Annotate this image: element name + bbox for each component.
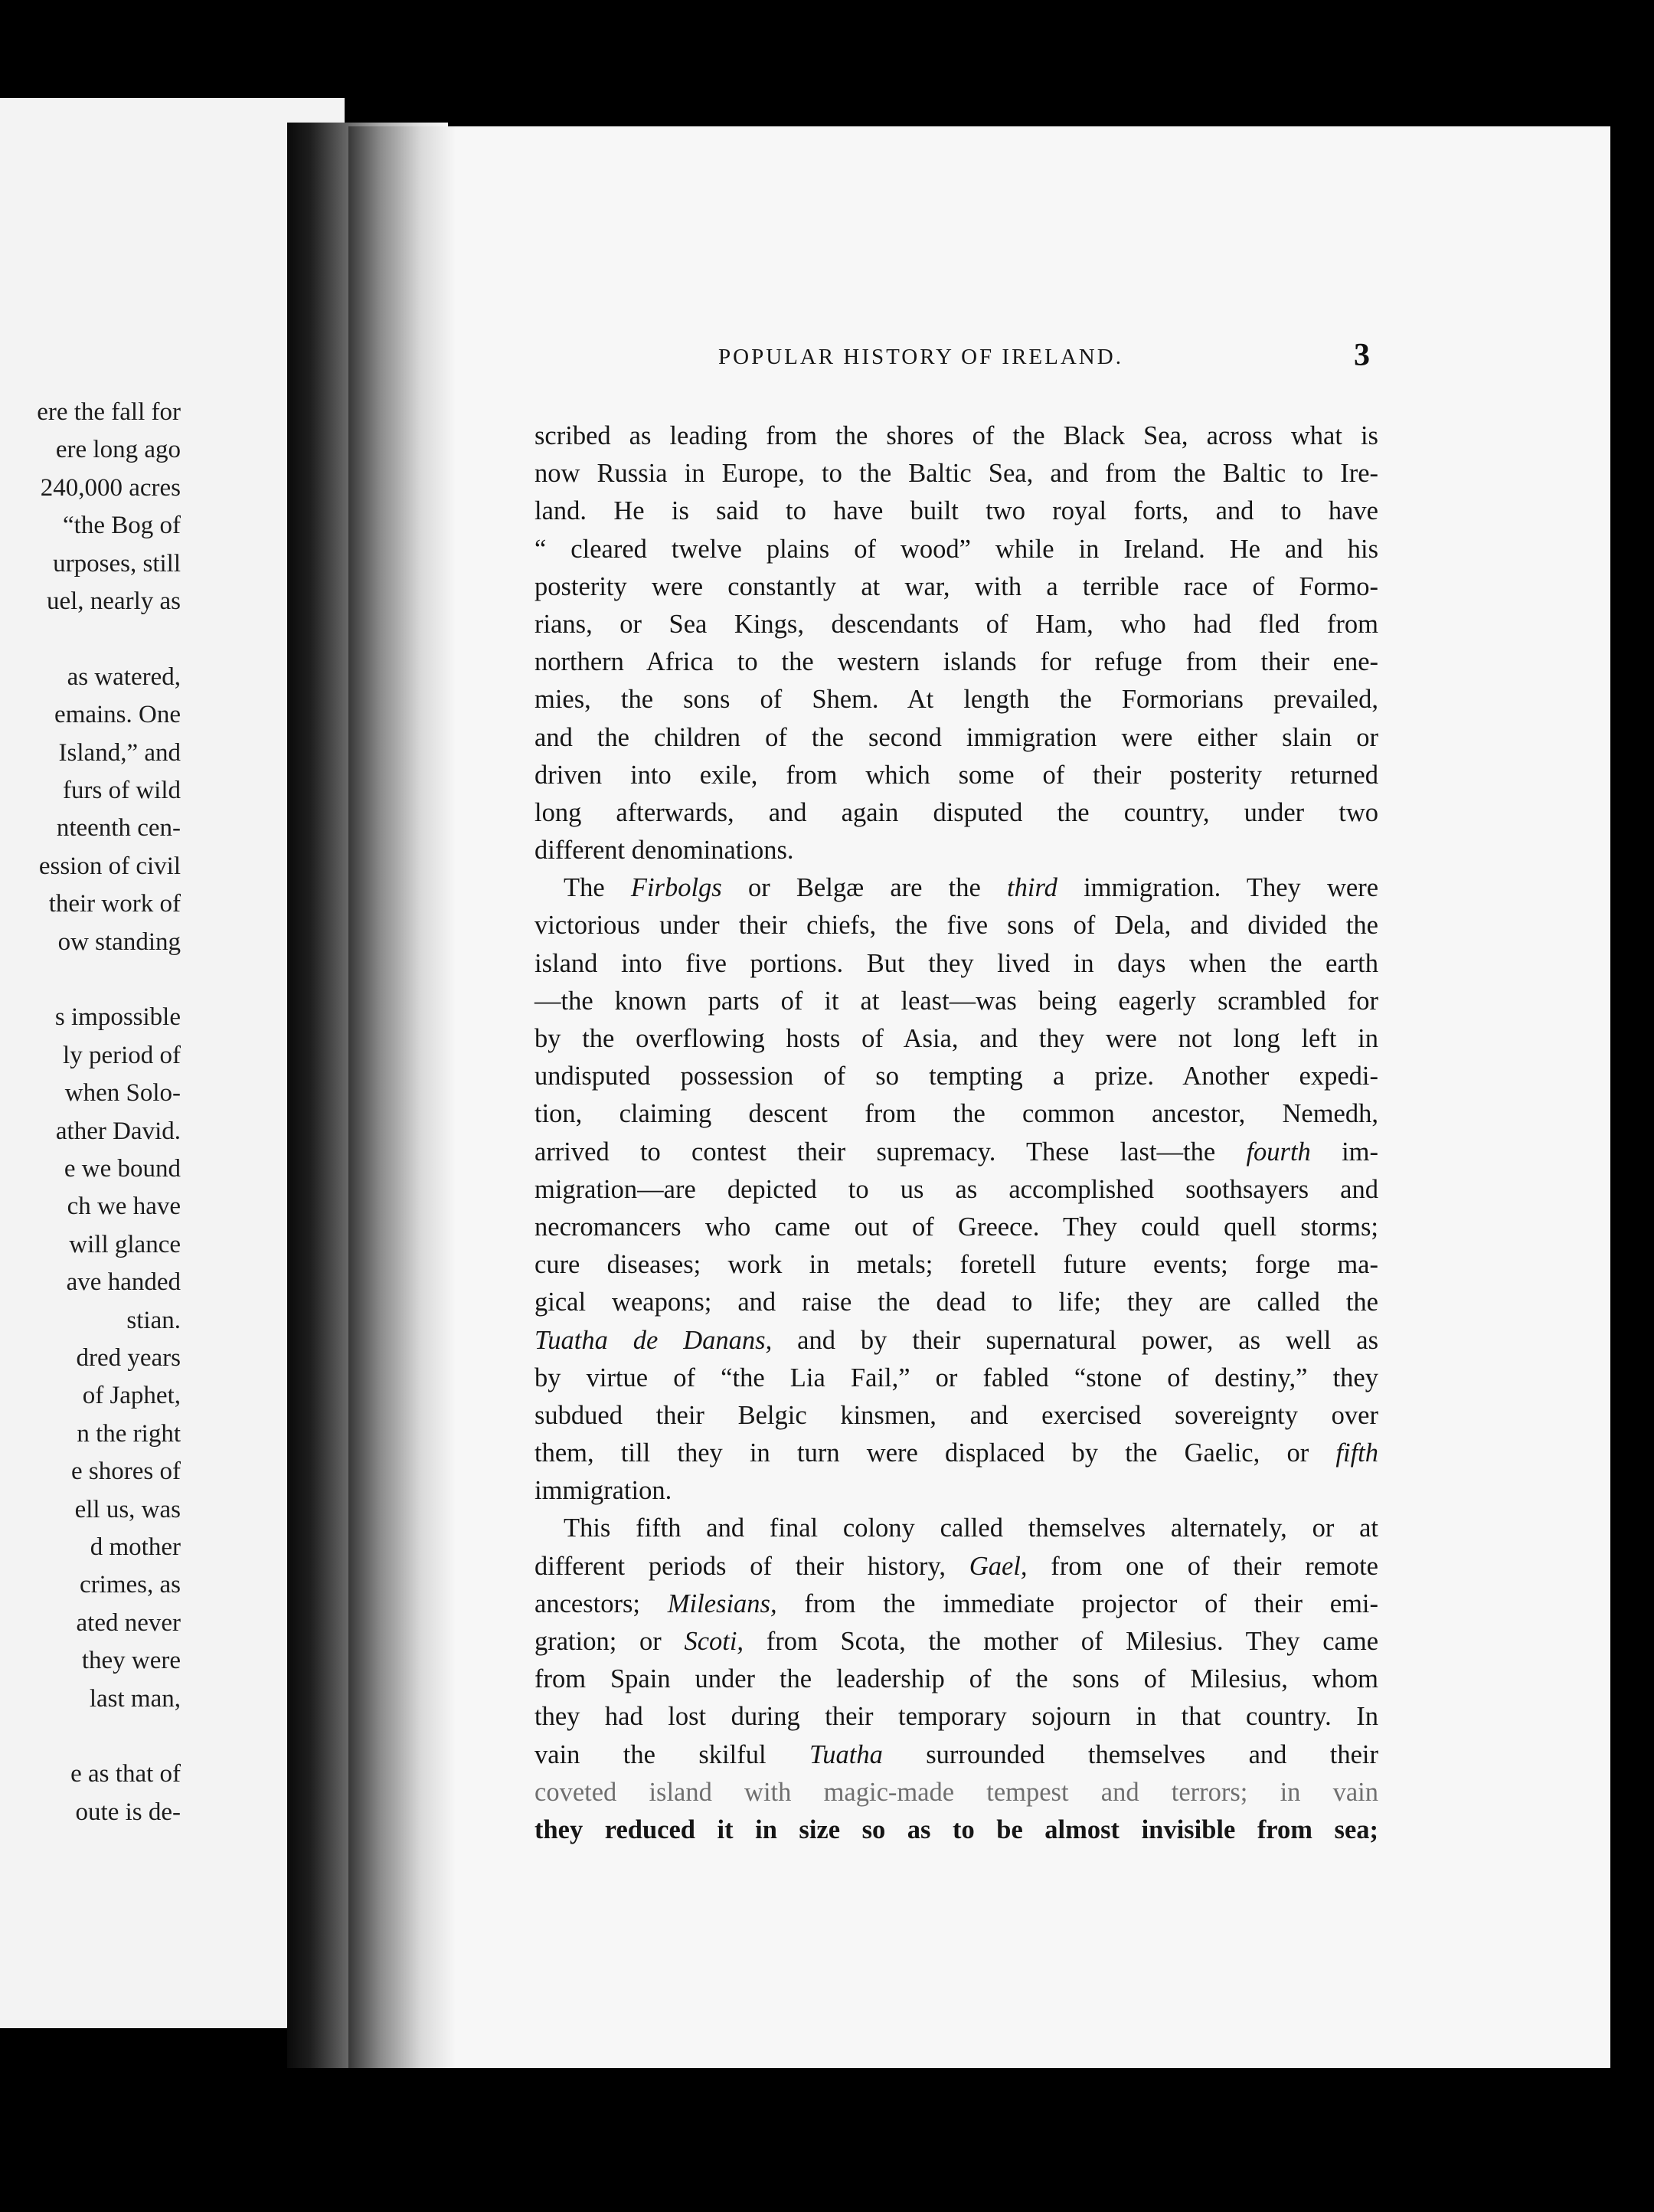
- facing-page-line: nteenth cen-: [56, 814, 181, 843]
- facing-page-line: furs of wild: [63, 777, 181, 804]
- text-run: gical weapons; and raise the dead to life; they are called the: [534, 1288, 1378, 1317]
- text-line: [534, 983, 1378, 1020]
- italic-text: Firbolgs: [630, 873, 722, 903]
- text-line: [534, 455, 1378, 492]
- text-run: posterity were constantly at war, with a terrible race of Formo-: [534, 571, 1378, 601]
- text-run: driven into exile, from which some of their posterity returned: [534, 760, 1378, 790]
- text-line: [534, 1510, 1378, 1547]
- facing-page-line: crimes, as: [80, 1571, 181, 1599]
- facing-page-line: urposes, still: [53, 549, 181, 578]
- text-run: subdued their Belgic kinsmen, and exercised sovereignty over: [534, 1400, 1378, 1430]
- text-line: [534, 681, 1378, 718]
- text-line: [534, 1472, 1378, 1510]
- facing-page-line: s impossible: [54, 1003, 181, 1032]
- text-run: immigration.: [534, 1476, 672, 1506]
- text-line: [534, 907, 1378, 944]
- text-run: “ cleared twelve plains of wood” while in Ireland. He and his: [534, 534, 1378, 564]
- facing-page-line: ow standing: [57, 928, 181, 956]
- text-line: [534, 1623, 1378, 1661]
- text-line: [534, 1058, 1378, 1095]
- text-line: [534, 719, 1378, 757]
- facing-page-line: d mother: [90, 1533, 181, 1561]
- text-run: im-: [1310, 1137, 1378, 1167]
- facing-page-line: e shores of: [71, 1458, 181, 1486]
- text-run: northern Africa to the western islands for refuge from their ene-: [534, 647, 1378, 677]
- text-line: [534, 1284, 1378, 1321]
- italic-text: Tuatha: [809, 1739, 883, 1769]
- text-line: [534, 757, 1378, 794]
- text-line: [534, 1811, 1378, 1849]
- italic-text: Gael,: [969, 1551, 1028, 1581]
- facing-page-line: uel, nearly as: [46, 587, 181, 615]
- text-run: island into five portions. But they lived in days when the earth: [534, 948, 1378, 978]
- text-line: [534, 1134, 1378, 1171]
- text-run: or Belgæ are the: [721, 873, 1008, 903]
- text-line: [534, 568, 1378, 606]
- facing-page-line: they were: [81, 1647, 181, 1675]
- facing-page-line: emains. One: [54, 701, 181, 729]
- text-line: [534, 1322, 1378, 1360]
- text-run: rians, or Sea Kings, descendants of Ham, who had fled from: [534, 609, 1378, 639]
- text-run: they reduced it in size so as to be almost invisible from sea;: [534, 1814, 1378, 1844]
- facing-page-line: e we bound: [64, 1155, 181, 1183]
- text-run: and by their supernatural power, as well as: [772, 1325, 1378, 1355]
- text-line: [534, 417, 1378, 455]
- text-run: by virtue of “the Lia Fail,” or fabled “stone of destiny,” they: [534, 1363, 1378, 1392]
- text-line: [534, 1246, 1378, 1284]
- text-line: [534, 492, 1378, 530]
- text-run: surrounded themselves and their: [882, 1739, 1379, 1769]
- text-run: This fifth and final colony called themselves alternately, or at: [564, 1513, 1378, 1543]
- body-text: [534, 417, 1378, 1849]
- text-run: undisputed possession of so tempting a prize. Another expedi-: [534, 1062, 1378, 1091]
- facing-page-line: 240,000 acres: [40, 473, 181, 502]
- facing-page-line: ere the fall for: [37, 398, 181, 426]
- facing-page-line: ession of civil: [38, 852, 181, 880]
- italic-text: Milesians,: [667, 1589, 777, 1618]
- text-run: migration—are depicted to us as accomplished soothsayers and: [534, 1174, 1378, 1204]
- italic-text: third: [1007, 873, 1057, 903]
- text-line: [534, 606, 1378, 643]
- italic-text: fifth: [1335, 1438, 1378, 1468]
- text-run: ancestors;: [534, 1589, 668, 1618]
- text-line: [534, 1698, 1378, 1736]
- text-line: [534, 1661, 1378, 1698]
- facing-page-line: ere long ago: [55, 436, 181, 464]
- text-run: mies, the sons of Shem. At length the Formorians prevailed,: [534, 685, 1378, 715]
- facing-page-line: oute is de-: [75, 1798, 181, 1826]
- text-line: [534, 1360, 1378, 1397]
- text-run: by the overflowing hosts of Asia, and they were not long left in: [534, 1024, 1378, 1053]
- facing-page-line: ell us, was: [74, 1495, 181, 1523]
- text-line: [534, 1548, 1378, 1585]
- text-run: vain the skilful: [534, 1739, 809, 1769]
- text-line: [534, 1209, 1378, 1246]
- text-run: coveted island with magic-made tempest and terrors; in vain: [534, 1777, 1378, 1807]
- italic-text: Tuatha de Danans,: [534, 1325, 773, 1355]
- text-run: land. He is said to have built two royal forts, and to have: [534, 496, 1378, 526]
- text-run: from one of their remote: [1027, 1551, 1378, 1581]
- text-line: [534, 1585, 1378, 1623]
- text-run: different periods of their history,: [534, 1551, 969, 1581]
- facing-page-line: of Japhet,: [82, 1382, 181, 1410]
- text-line: [534, 1397, 1378, 1435]
- italic-text: fourth: [1246, 1137, 1311, 1167]
- text-line: [534, 869, 1378, 907]
- text-run: victorious under their chiefs, the five sons of Dela, and divided the: [534, 911, 1378, 941]
- facing-page-line: n the right: [77, 1419, 181, 1448]
- text-run: from Scota, the mother of Milesius. They came: [744, 1627, 1379, 1656]
- text-run: The: [564, 873, 631, 903]
- facing-page-line: ave handed: [66, 1268, 181, 1297]
- text-run: from Spain under the leadership of the sons of Milesius, whom: [534, 1664, 1378, 1694]
- text-run: arrived to contest their supremacy. These last—the: [534, 1137, 1247, 1167]
- text-line: [534, 832, 1378, 869]
- text-line: [534, 1171, 1378, 1209]
- text-run: scribed as leading from the shores of the Black Sea, across what is: [534, 421, 1378, 450]
- text-line: [534, 643, 1378, 681]
- text-line: [534, 794, 1378, 832]
- text-line: [534, 1020, 1378, 1058]
- facing-page-line: as watered,: [67, 663, 181, 691]
- text-run: gration; or: [534, 1627, 685, 1656]
- text-line: [534, 1736, 1378, 1774]
- facing-page-line: “the Bog of: [63, 512, 181, 540]
- facing-page-line: e as that of: [70, 1760, 181, 1788]
- text-line: [534, 1095, 1378, 1133]
- facing-page-line: when Solo-: [64, 1079, 181, 1108]
- text-run: necromancers who came out of Greece. They could quell storms;: [534, 1212, 1378, 1242]
- text-line: [534, 1435, 1378, 1472]
- text-run: cure diseases; work in metals; foretell future events; forge ma-: [534, 1250, 1378, 1280]
- text-run: now Russia in Europe, to the Baltic Sea, and from the Baltic to Ire-: [534, 459, 1378, 489]
- facing-page-line: ather David.: [55, 1117, 181, 1145]
- text-run: them, till they in turn were displaced by the Gaelic, or: [534, 1438, 1336, 1468]
- text-run: —the known parts of it at least—was being eagerly scrambled for: [534, 986, 1378, 1016]
- text-run: different denominations.: [534, 836, 794, 865]
- italic-text: Scoti,: [684, 1627, 744, 1656]
- facing-page-line: stian.: [126, 1306, 181, 1334]
- text-run: immigration. They were: [1057, 873, 1379, 903]
- facing-page-line: dred years: [76, 1344, 181, 1372]
- facing-page-line: Island,” and: [58, 738, 181, 767]
- page-number: 3: [1354, 338, 1370, 373]
- facing-page-line: ated never: [76, 1608, 181, 1637]
- text-run: they had lost during their temporary sojourn in that country. In: [534, 1702, 1378, 1732]
- facing-page-line: their work of: [48, 890, 181, 918]
- text-run: tion, claiming descent from the common ancestor, Nemedh,: [534, 1099, 1378, 1129]
- running-head: POPULAR HISTORY OF IRELAND.: [718, 345, 1123, 369]
- page-curl-shadow: [348, 126, 456, 2068]
- text-run: and the children of the second immigration were either slain or: [534, 722, 1378, 752]
- text-line: [534, 945, 1378, 983]
- facing-page-line: will glance: [69, 1230, 181, 1258]
- facing-page-line: last man,: [89, 1684, 181, 1713]
- text-run: long afterwards, and again disputed the country, under two: [534, 797, 1378, 827]
- facing-page-line: ly period of: [63, 1041, 181, 1069]
- text-run: from the immediate projector of their emi-: [776, 1589, 1379, 1618]
- text-line: [534, 531, 1378, 568]
- text-line: [534, 1774, 1378, 1811]
- facing-page-line: ch we have: [67, 1193, 181, 1221]
